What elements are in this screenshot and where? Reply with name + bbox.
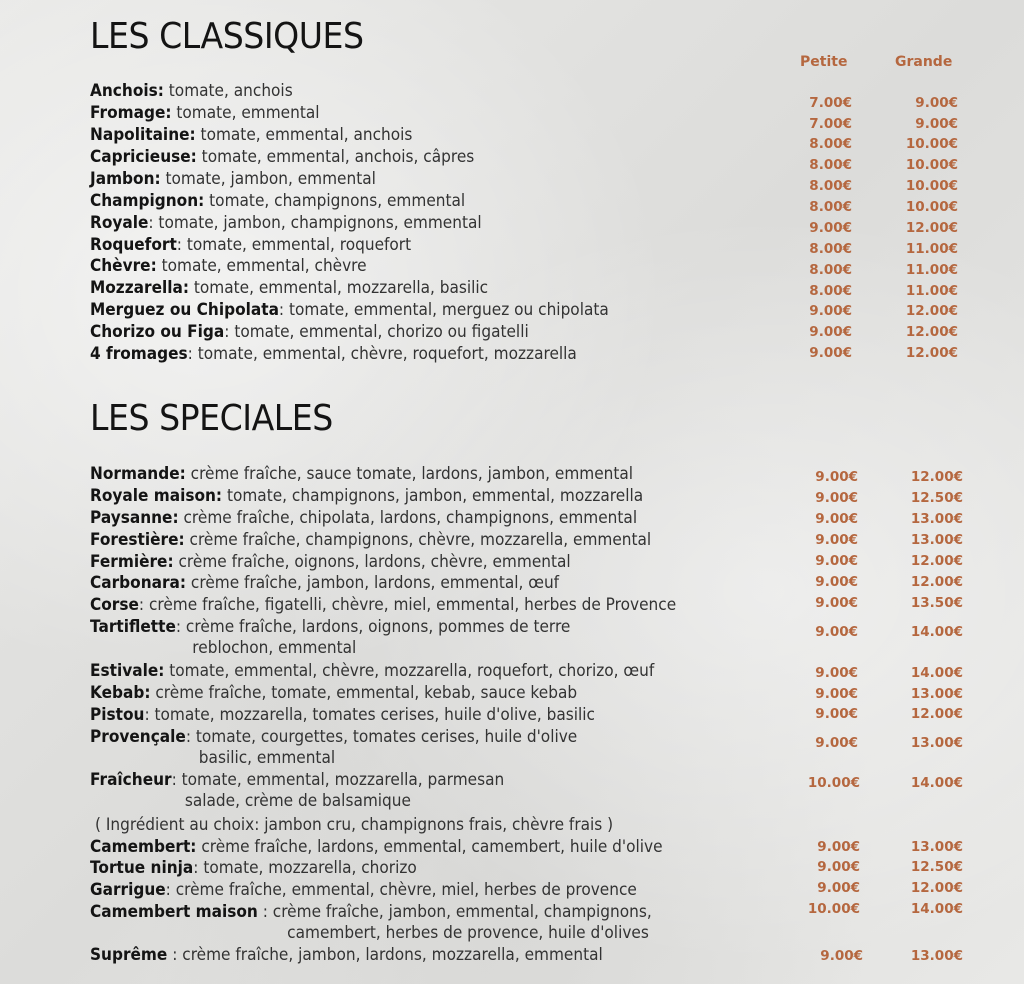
price-petite: 7.00€ [809, 116, 852, 132]
price-grande: 12.00€ [910, 574, 963, 590]
price-grande: 13.00€ [910, 735, 963, 751]
menu-item [90, 463, 633, 484]
pizza-ingredients: : crème fraîche, emmental, chèvre, miel, herbes de provence [165, 880, 637, 899]
menu-item [90, 255, 367, 276]
menu-item [90, 321, 529, 342]
menu-item [90, 507, 637, 528]
pizza-name: Mozzarella: [90, 278, 190, 297]
pizza-name: Garrigue [90, 880, 166, 899]
price-petite: 8.00€ [809, 199, 852, 215]
pizza-ingredients: crème fraîche, chipolata, lardons, champignons, emmental [178, 508, 638, 527]
price-petite: 9.00€ [809, 345, 852, 361]
pizza-name: Carbonara: [90, 573, 187, 592]
pizza-name: 4 fromages [90, 344, 188, 363]
menu-item [90, 124, 412, 145]
price-petite: 9.00€ [809, 324, 852, 340]
price-petite: 9.00€ [815, 532, 858, 548]
price-grande: 12.00€ [910, 469, 963, 485]
pizza-ingredients: tomate, emmental, anchois, câpres [196, 147, 475, 166]
pizza-ingredients: : crème fraîche, lardons, oignons, pommes de terre [175, 617, 571, 636]
price-petite: 9.00€ [820, 948, 863, 964]
price-grande: 12.00€ [910, 706, 963, 722]
pizza-ingredients-continued: basilic, emmental [198, 748, 336, 767]
menu-item [90, 660, 654, 681]
pizza-ingredients: : tomate, emmental, merguez ou chipolata [278, 300, 609, 319]
menu-item [90, 212, 482, 233]
pizza-name: Fermière: [90, 552, 174, 571]
menu-item [90, 682, 577, 703]
price-petite: 9.00€ [815, 469, 858, 485]
price-grande: 14.00€ [910, 665, 963, 681]
pizza-ingredients: : tomate, courgettes, tomates cerises, huile d'olive [185, 727, 578, 746]
pizza-name: Champignon: [90, 191, 205, 210]
price-grande: 12.50€ [910, 859, 963, 875]
menu-item [90, 901, 652, 943]
price-grande: 13.00€ [910, 839, 963, 855]
price-grande: 13.00€ [910, 532, 963, 548]
menu-item [90, 529, 651, 550]
pizza-name: Estivale: [90, 661, 165, 680]
pizza-ingredients: tomate, emmental, chèvre, mozzarella, roquefort, chorizo, œuf [164, 661, 655, 680]
pizza-ingredients: crème fraîche, sauce tomate, lardons, jambon, emmental [185, 464, 634, 483]
menu-item [90, 726, 577, 768]
pizza-ingredients: crème fraîche, oignons, lardons, chèvre, emmental [173, 552, 571, 571]
menu-item [90, 277, 488, 298]
price-grande: 9.00€ [915, 95, 958, 111]
price-grande: 12.00€ [905, 324, 958, 340]
menu-item [90, 146, 474, 167]
price-grande: 14.00€ [910, 624, 963, 640]
pizza-name: Corse [90, 595, 139, 614]
pizza-name: Fraîcheur [90, 770, 172, 789]
pizza-name: Suprême [90, 945, 168, 964]
pizza-name: Fromage: [90, 103, 172, 122]
pizza-ingredients: : crème fraîche, figatelli, chèvre, miel, emmental, herbes de Provence [138, 595, 677, 614]
price-petite: 9.00€ [815, 624, 858, 640]
price-petite: 8.00€ [809, 283, 852, 299]
menu-item [90, 879, 637, 900]
price-petite: 9.00€ [815, 665, 858, 681]
pizza-ingredients: tomate, anchois [163, 81, 293, 100]
price-petite: 9.00€ [817, 859, 860, 875]
menu-item [90, 343, 577, 364]
price-grande: 12.00€ [910, 553, 963, 569]
pizza-ingredients: tomate, emmental, chèvre [156, 256, 367, 275]
pizza-name: Kebab: [90, 683, 151, 702]
pizza-name: Royale [90, 213, 149, 232]
price-grande: 12.00€ [910, 880, 963, 896]
pizza-ingredients: tomate, emmental [171, 103, 320, 122]
price-grande: 10.00€ [905, 136, 958, 152]
price-petite: 9.00€ [809, 220, 852, 236]
menu-item [90, 190, 465, 211]
menu-item [90, 594, 676, 615]
price-grande: 9.00€ [915, 116, 958, 132]
pizza-ingredients: tomate, jambon, emmental [160, 169, 376, 188]
price-petite: 9.00€ [815, 706, 858, 722]
price-grande: 12.00€ [905, 303, 958, 319]
price-petite: 7.00€ [809, 95, 852, 111]
price-grande: 11.00€ [905, 283, 958, 299]
menu-item [90, 857, 417, 878]
pizza-ingredients: tomate, champignons, emmental [204, 191, 466, 210]
price-grande: 10.00€ [905, 178, 958, 194]
price-grande: 12.00€ [905, 220, 958, 236]
pizza-name: Chèvre: [90, 256, 157, 275]
pizza-ingredients: crème fraîche, jambon, lardons, emmental, œuf [186, 573, 560, 592]
price-petite: 10.00€ [807, 901, 860, 917]
price-grande: 12.50€ [910, 490, 963, 506]
pizza-name: Camembert: [90, 837, 197, 856]
pizza-ingredients: : tomate, emmental, mozzarella, parmesan [171, 770, 505, 789]
pizza-name: Capricieuse: [90, 147, 197, 166]
menu-item [90, 485, 643, 506]
pizza-ingredients: tomate, emmental, mozzarella, basilic [189, 278, 489, 297]
pizza-name: Tartiflette [90, 617, 176, 636]
pizza-name: Pistou [90, 705, 145, 724]
pizza-name: Chorizo ou Figa [90, 322, 225, 341]
pizza-ingredients: : tomate, mozzarella, tomates cerises, huile d'olive, basilic [144, 705, 595, 724]
menu-item [90, 299, 609, 320]
pizza-name: Merguez ou Chipolata [90, 300, 279, 319]
pizza-ingredients: : tomate, emmental, chorizo ou figatelli [224, 322, 529, 341]
pizza-ingredients-continued: camembert, herbes de provence, huile d'olives [287, 923, 649, 942]
pizza-ingredients: crème fraîche, champignons, chèvre, mozzarella, emmental [184, 530, 652, 549]
menu-item [90, 769, 504, 811]
price-petite: 8.00€ [809, 241, 852, 257]
price-grande: 10.00€ [905, 157, 958, 173]
price-petite: 9.00€ [815, 490, 858, 506]
pizza-name: Tortue ninja [90, 858, 194, 877]
pizza-name: Roquefort [90, 235, 177, 254]
pizza-ingredients: : crème fraîche, jambon, lardons, mozzarella, emmental [167, 945, 603, 964]
menu-item [90, 836, 663, 857]
pizza-name: Paysanne: [90, 508, 179, 527]
ingredient-choice-note: ( Ingrédient au choix: jambon cru, champignons frais, chèvre frais ) [95, 815, 614, 834]
section-title-classiques: LES CLASSIQUES [90, 16, 364, 57]
price-grande: 13.00€ [910, 511, 963, 527]
pizza-ingredients: crème fraîche, lardons, emmental, camembert, huile d'olive [196, 837, 663, 856]
price-grande: 11.00€ [905, 262, 958, 278]
price-petite: 9.00€ [809, 303, 852, 319]
pizza-ingredients: : tomate, mozzarella, chorizo [193, 858, 417, 877]
price-petite: 8.00€ [809, 178, 852, 194]
menu-item [90, 102, 320, 123]
price-petite: 9.00€ [815, 511, 858, 527]
pizza-ingredients: tomate, champignons, jambon, emmental, mozzarella [222, 486, 644, 505]
price-grande: 11.00€ [905, 241, 958, 257]
menu-item [90, 234, 411, 255]
pizza-name: Normande: [90, 464, 186, 483]
menu-item [90, 168, 376, 189]
menu-item [90, 616, 570, 658]
price-grande: 14.00€ [910, 901, 963, 917]
price-grande: 14.00€ [910, 775, 963, 791]
price-petite: 8.00€ [809, 262, 852, 278]
pizza-name: Anchois: [90, 81, 164, 100]
pizza-ingredients: : tomate, jambon, champignons, emmental [148, 213, 482, 232]
pizza-ingredients: : tomate, emmental, chèvre, roquefort, mozzarella [187, 344, 577, 363]
price-petite: 8.00€ [809, 157, 852, 173]
price-petite: 9.00€ [817, 839, 860, 855]
menu-item [90, 551, 571, 572]
price-petite: 9.00€ [815, 735, 858, 751]
price-petite: 10.00€ [807, 775, 860, 791]
column-header-grande: Grande [895, 54, 953, 70]
column-header-petite: Petite [800, 54, 848, 70]
menu-item [90, 704, 595, 725]
pizza-name: Provençale [90, 727, 186, 746]
pizza-ingredients-continued: reblochon, emmental [192, 638, 357, 657]
price-petite: 9.00€ [815, 686, 858, 702]
pizza-ingredients: tomate, emmental, anchois [195, 125, 413, 144]
price-petite: 9.00€ [815, 553, 858, 569]
price-petite: 8.00€ [809, 136, 852, 152]
pizza-name: Forestière: [90, 530, 185, 549]
menu-item [90, 80, 293, 101]
price-petite: 9.00€ [815, 574, 858, 590]
price-grande: 10.00€ [905, 199, 958, 215]
price-petite: 9.00€ [815, 595, 858, 611]
pizza-name: Royale maison: [90, 486, 223, 505]
price-grande: 13.00€ [910, 686, 963, 702]
price-grande: 13.00€ [910, 948, 963, 964]
pizza-ingredients: : tomate, emmental, roquefort [176, 235, 412, 254]
pizza-ingredients: crème fraîche, tomate, emmental, kebab, sauce kebab [150, 683, 578, 702]
price-petite: 9.00€ [817, 880, 860, 896]
section-title-speciales: LES SPECIALES [90, 398, 333, 439]
price-grande: 13.50€ [910, 595, 963, 611]
pizza-name: Camembert maison [90, 902, 258, 921]
menu-item [90, 944, 603, 965]
pizza-ingredients: : crème fraîche, jambon, emmental, champignons, [257, 902, 652, 921]
pizza-ingredients-continued: salade, crème de balsamique [184, 791, 411, 810]
pizza-name: Jambon: [90, 169, 161, 188]
menu-item [90, 572, 559, 593]
price-grande: 12.00€ [905, 345, 958, 361]
pizza-name: Napolitaine: [90, 125, 196, 144]
